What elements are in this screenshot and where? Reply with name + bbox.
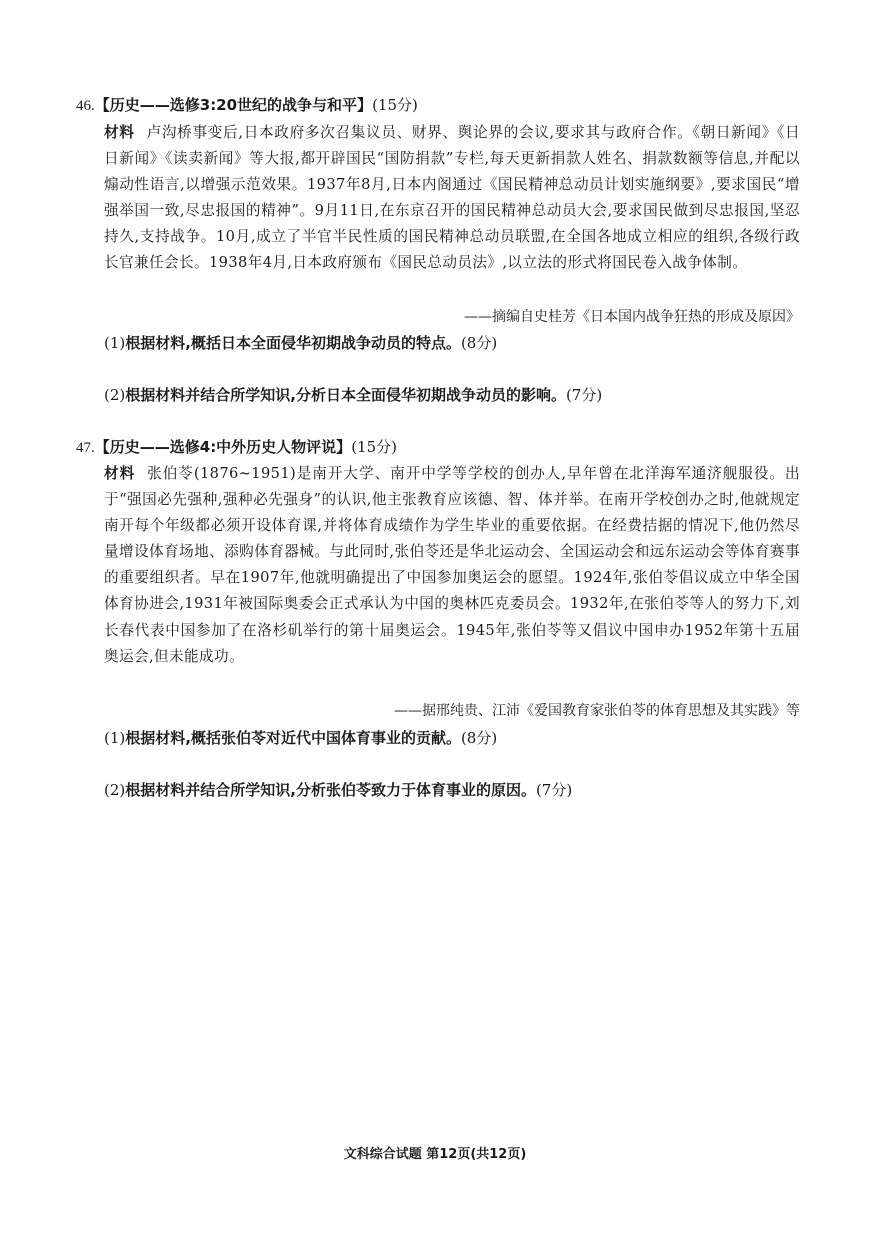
sub-question-points: (7分) <box>535 781 573 799</box>
question-47-sub-2 <box>104 779 804 801</box>
sub-question-index: (1) <box>104 334 126 352</box>
sub-question-points: (8分) <box>460 729 498 747</box>
sub-question-index: (2) <box>104 781 126 799</box>
question-47-sub-1 <box>104 727 804 749</box>
question-46-sub-1 <box>104 332 804 354</box>
question-score: (15分) <box>372 96 418 114</box>
question-46-sub-2 <box>104 384 804 406</box>
question-number: 47. <box>76 440 95 456</box>
sub-question-points: (7分) <box>565 386 603 404</box>
question-47-material <box>104 461 800 670</box>
question-number: 46. <box>76 98 95 114</box>
question-46-source: ——摘编自史桂芳《日本国内战争狂热的形成及原因》 <box>464 309 800 325</box>
question-47-header <box>76 436 816 459</box>
question-47-source: ——据邢纯贵、江沛《爱国教育家张伯苓的体育思想及其实践》等 <box>394 703 800 719</box>
question-title: 【历史——选修3:20世纪的战争与和平】 <box>94 96 373 114</box>
question-46-header <box>76 94 816 117</box>
material-label: 材料 <box>104 465 136 482</box>
sub-question-points: (8分) <box>460 334 498 352</box>
sub-question-index: (1) <box>104 729 126 747</box>
question-46-material <box>104 120 800 277</box>
question-title: 【历史——选修4:中外历史人物评说】 <box>94 438 352 456</box>
sub-question-text: 根据材料,概括张伯苓对近代中国体育事业的贡献。 <box>125 729 461 747</box>
material-label: 材料 <box>104 124 135 141</box>
material-text: 张伯苓(1876~1951)是南开大学、南开中学等学校的创办人,早年曾在北洋海军通济舰服役。出于“强国必先强种,强种必先强身”的认识,他主张教育应该德、智、体并举。在南开学校创办之时,他就规定南开每个年级都必须开设体育课,并将体育成绩作为学生毕业的重要依据。在经费拮据的情况下,他仍然尽量增设体育场地、添购体育器械。与此同时,张伯苓还是华北运动会、全国运动会和远东运动会等体育赛事的重要组织者。早在1907年,他就明确提出了中国参加奥运会的愿望。1924年,张伯苓倡议成立中华全国体育协进会,1931年被国际奥委会正式承认为中国的奥林匹克委员会。1932年,在张伯苓等人的努力下,刘长春代表中国参加了在洛杉矶举行的第十届奥运会。1945年,张伯苓等又倡议中国申办1952年第十五届奥运会,但未能成功。 <box>104 465 800 665</box>
sub-question-index: (2) <box>104 386 126 404</box>
sub-question-text: 根据材料并结合所学知识,分析张伯苓致力于体育事业的原因。 <box>125 781 536 799</box>
question-score: (15分) <box>351 438 397 456</box>
material-text: 卢沟桥事变后,日本政府多次召集议员、财界、舆论界的会议,要求其与政府合作。《朝日新闻》《日日新闻》《读卖新闻》等大报,都开辟国民“国防捐款”专栏,每天更新捐款人姓名、捐款数额等信息,并配以煽动性语言,以增强示范效果。1937年8月,日本内阁通过《国民精神总动员计划实施纲要》,要求国民“增强举国一致,尽忠报国的精神”。9月11日,在东京召开的国民精神总动员大会,要求国民做到尽忠报国,坚忍持久,支持战争。10月,成立了半官半民性质的国民精神总动员联盟,在全国各地成立相应的组织,各级行政长官兼任会长。1938年4月,日本政府颁布《国民总动员法》,以立法的形式将国民卷入战争体制。 <box>104 124 800 272</box>
sub-question-text: 根据材料并结合所学知识,分析日本全面侵华初期战争动员的影响。 <box>125 386 566 404</box>
page-footer: 文科综合试题 第12页(共12页) <box>343 1147 527 1162</box>
sub-question-text: 根据材料,概括日本全面侵华初期战争动员的特点。 <box>125 334 461 352</box>
